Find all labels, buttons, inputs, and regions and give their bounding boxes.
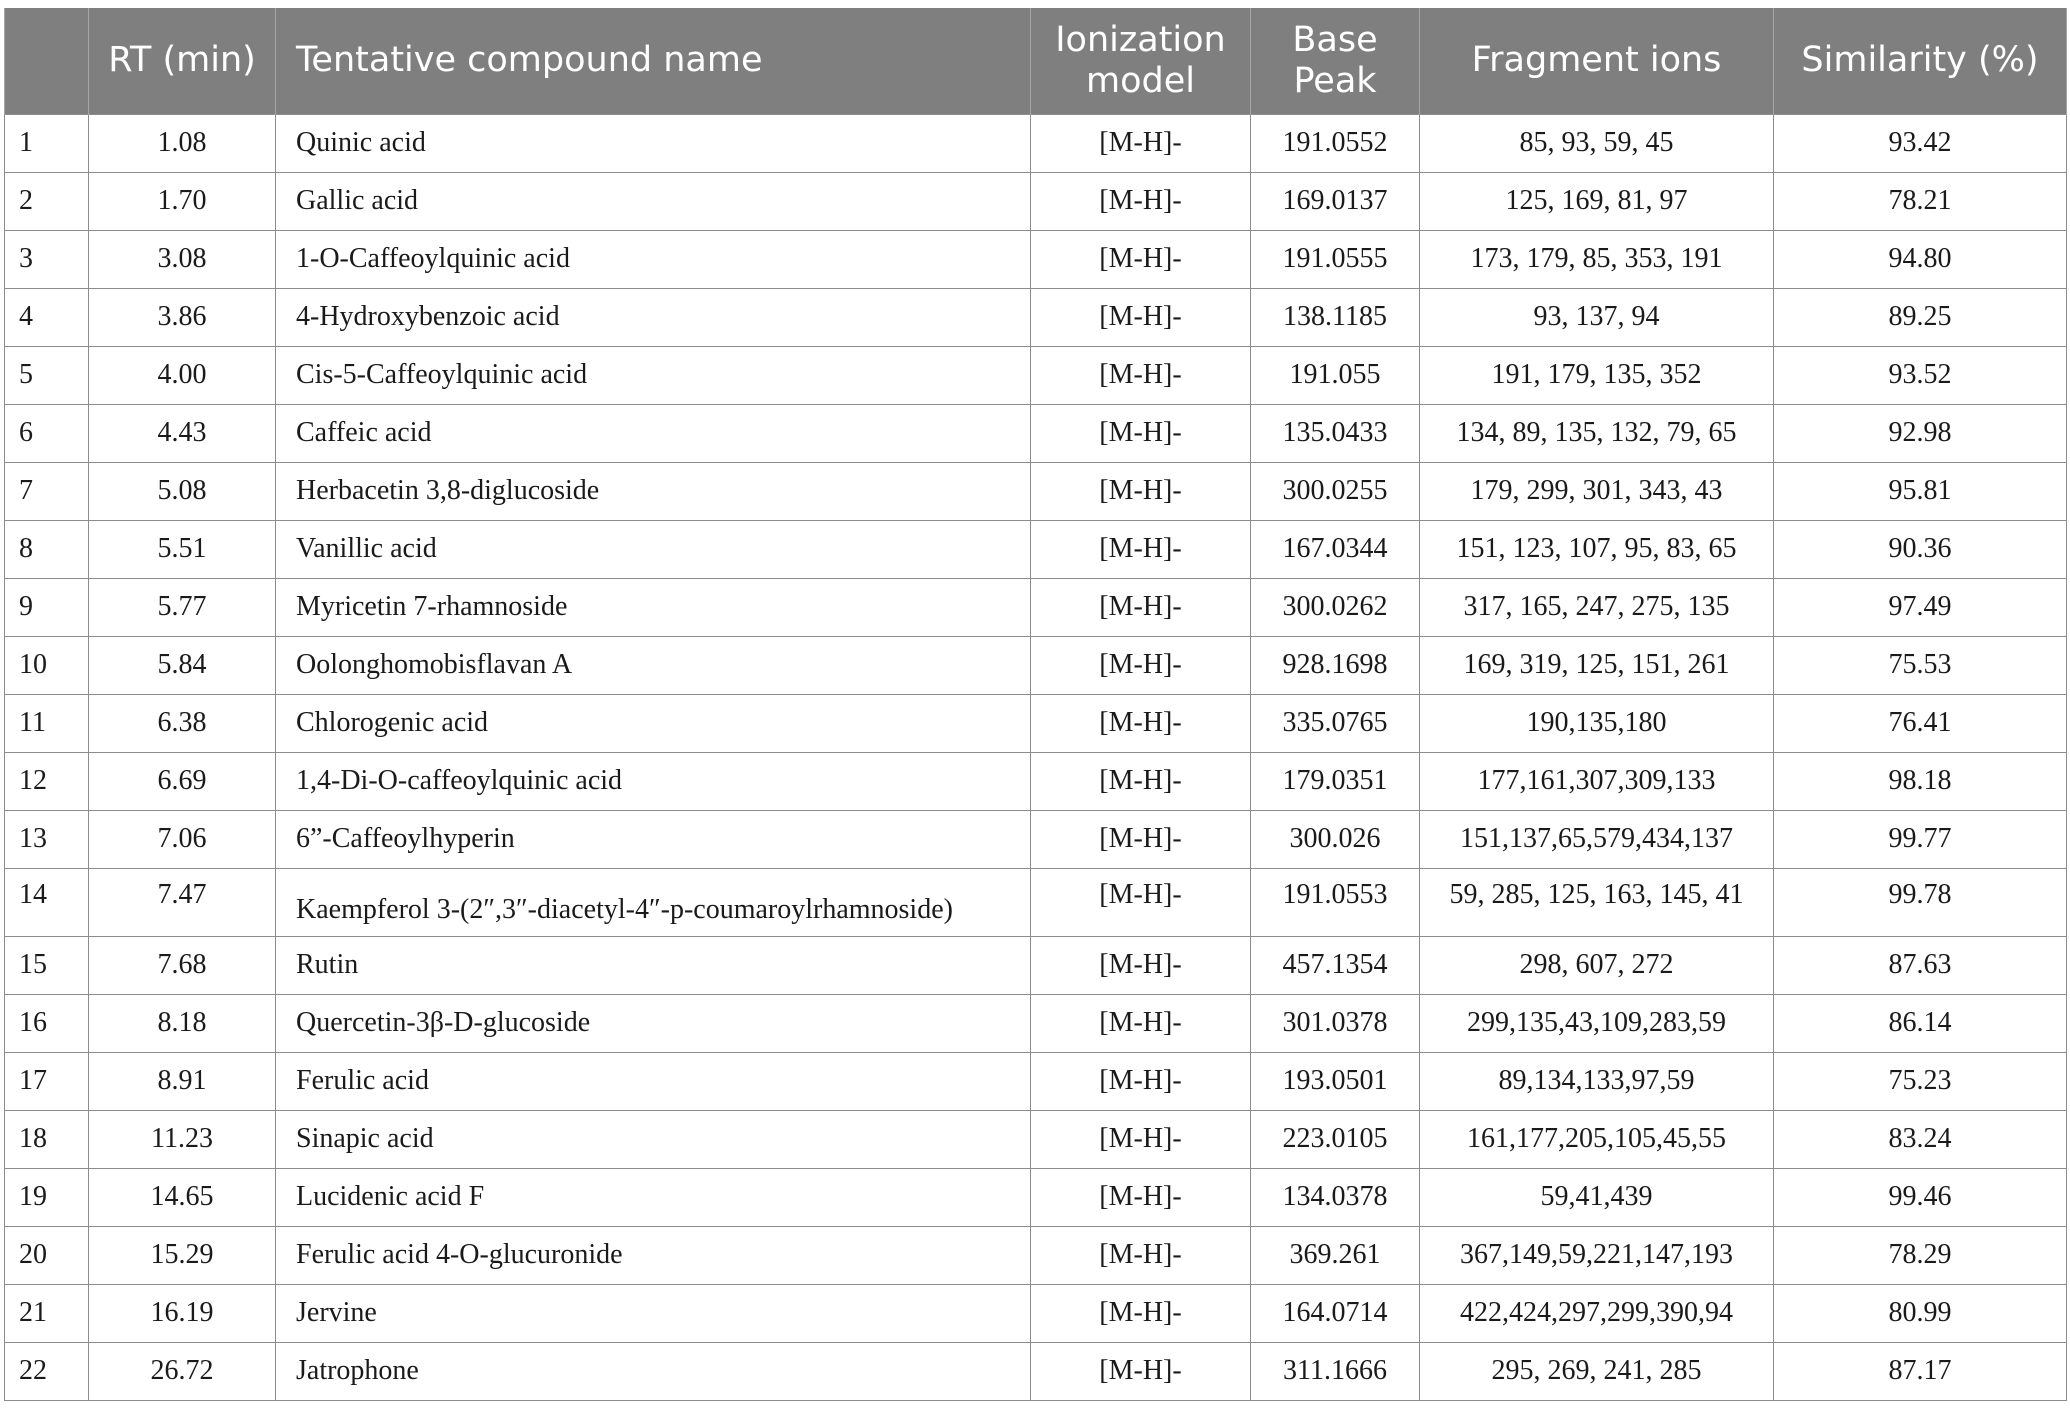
cell-similarity: 78.29: [1774, 1226, 2067, 1284]
cell-compound-name: Rutin: [276, 936, 1031, 994]
cell-index: 7: [5, 462, 89, 520]
cell-rt: 5.08: [89, 462, 276, 520]
cell-ionization-model: [M-H]-: [1031, 462, 1251, 520]
cell-base-peak: 300.026: [1251, 810, 1420, 868]
cell-ionization-model: [M-H]-: [1031, 404, 1251, 462]
cell-base-peak: 223.0105: [1251, 1110, 1420, 1168]
cell-ionization-model: [M-H]-: [1031, 1168, 1251, 1226]
table-row: [5, 172, 2067, 230]
table-row: [5, 346, 2067, 404]
cell-rt: 15.29: [89, 1226, 276, 1284]
cell-rt: 5.77: [89, 578, 276, 636]
cell-ionization-model: [M-H]-: [1031, 636, 1251, 694]
table-row: [5, 1110, 2067, 1168]
cell-compound-name: Ferulic acid 4-O-glucuronide: [276, 1226, 1031, 1284]
cell-rt: 7.47: [89, 868, 276, 936]
table-row: [5, 462, 2067, 520]
cell-fragment-ions: 151,137,65,579,434,137: [1420, 810, 1774, 868]
cell-fragment-ions: 85, 93, 59, 45: [1420, 114, 1774, 172]
cell-similarity: 87.17: [1774, 1342, 2067, 1400]
cell-ionization-model: [M-H]-: [1031, 936, 1251, 994]
cell-similarity: 89.25: [1774, 288, 2067, 346]
header-index: [5, 8, 89, 114]
cell-fragment-ions: 190,135,180: [1420, 694, 1774, 752]
cell-index: 22: [5, 1342, 89, 1400]
cell-base-peak: 167.0344: [1251, 520, 1420, 578]
cell-fragment-ions: 59, 285, 125, 163, 145, 41: [1420, 868, 1774, 936]
cell-ionization-model: [M-H]-: [1031, 694, 1251, 752]
header-fragment-ions: Fragment ions: [1420, 8, 1774, 114]
cell-fragment-ions: 59,41,439: [1420, 1168, 1774, 1226]
cell-similarity: 86.14: [1774, 994, 2067, 1052]
cell-similarity: 99.78: [1774, 868, 2067, 936]
cell-fragment-ions: 295, 269, 241, 285: [1420, 1342, 1774, 1400]
compound-table-container: [4, 8, 2066, 1401]
cell-rt: 11.23: [89, 1110, 276, 1168]
cell-index: 3: [5, 230, 89, 288]
cell-index: 18: [5, 1110, 89, 1168]
cell-compound-name: Cis-5-Caffeoylquinic acid: [276, 346, 1031, 404]
cell-similarity: 76.41: [1774, 694, 2067, 752]
cell-index: 12: [5, 752, 89, 810]
cell-compound-name: Sinapic acid: [276, 1110, 1031, 1168]
cell-rt: 1.70: [89, 172, 276, 230]
cell-index: 4: [5, 288, 89, 346]
cell-ionization-model: [M-H]-: [1031, 346, 1251, 404]
cell-similarity: 99.77: [1774, 810, 2067, 868]
cell-base-peak: 300.0255: [1251, 462, 1420, 520]
cell-similarity: 93.42: [1774, 114, 2067, 172]
header-row: [5, 8, 2067, 114]
cell-similarity: 87.63: [1774, 936, 2067, 994]
table-row: [5, 1168, 2067, 1226]
cell-index: 10: [5, 636, 89, 694]
cell-similarity: 97.49: [1774, 578, 2067, 636]
cell-base-peak: 138.1185: [1251, 288, 1420, 346]
cell-ionization-model: [M-H]-: [1031, 114, 1251, 172]
cell-compound-name: Caffeic acid: [276, 404, 1031, 462]
cell-rt: 6.69: [89, 752, 276, 810]
cell-base-peak: 193.0501: [1251, 1052, 1420, 1110]
table-row: [5, 578, 2067, 636]
cell-compound-name: Jervine: [276, 1284, 1031, 1342]
cell-ionization-model: [M-H]-: [1031, 1052, 1251, 1110]
cell-base-peak: 311.1666: [1251, 1342, 1420, 1400]
table-row: [5, 404, 2067, 462]
table-row: [5, 936, 2067, 994]
cell-rt: 7.06: [89, 810, 276, 868]
cell-compound-name: Quercetin-3β-D-glucoside: [276, 994, 1031, 1052]
cell-compound-name: 1,4-Di-O-caffeoylquinic acid: [276, 752, 1031, 810]
cell-base-peak: 928.1698: [1251, 636, 1420, 694]
cell-similarity: 92.98: [1774, 404, 2067, 462]
table-header: [5, 8, 2067, 114]
cell-compound-name: Vanillic acid: [276, 520, 1031, 578]
cell-fragment-ions: 177,161,307,309,133: [1420, 752, 1774, 810]
cell-fragment-ions: 93, 137, 94: [1420, 288, 1774, 346]
cell-index: 6: [5, 404, 89, 462]
cell-fragment-ions: 161,177,205,105,45,55: [1420, 1110, 1774, 1168]
cell-index: 13: [5, 810, 89, 868]
header-ionization-model: Ionization model: [1031, 8, 1251, 114]
compound-table: [4, 8, 2067, 1401]
cell-similarity: 93.52: [1774, 346, 2067, 404]
cell-similarity: 75.53: [1774, 636, 2067, 694]
table-row: [5, 288, 2067, 346]
header-base-peak: Base Peak: [1251, 8, 1420, 114]
cell-compound-name: Gallic acid: [276, 172, 1031, 230]
cell-ionization-model: [M-H]-: [1031, 994, 1251, 1052]
cell-fragment-ions: 89,134,133,97,59: [1420, 1052, 1774, 1110]
cell-compound-name: Kaempferol 3-(2″,3″-diacetyl-4″-p-coumaroylrhamnoside): [276, 868, 1031, 936]
cell-fragment-ions: 134, 89, 135, 132, 79, 65: [1420, 404, 1774, 462]
cell-similarity: 80.99: [1774, 1284, 2067, 1342]
cell-fragment-ions: 173, 179, 85, 353, 191: [1420, 230, 1774, 288]
cell-ionization-model: [M-H]-: [1031, 868, 1251, 936]
cell-similarity: 90.36: [1774, 520, 2067, 578]
cell-base-peak: 191.055: [1251, 346, 1420, 404]
cell-rt: 16.19: [89, 1284, 276, 1342]
cell-base-peak: 169.0137: [1251, 172, 1420, 230]
cell-compound-name: 4-Hydroxybenzoic acid: [276, 288, 1031, 346]
cell-base-peak: 179.0351: [1251, 752, 1420, 810]
cell-ionization-model: [M-H]-: [1031, 172, 1251, 230]
cell-rt: 6.38: [89, 694, 276, 752]
cell-compound-name: 1-O-Caffeoylquinic acid: [276, 230, 1031, 288]
cell-rt: 3.86: [89, 288, 276, 346]
cell-compound-name: Lucidenic acid F: [276, 1168, 1031, 1226]
cell-base-peak: 191.0555: [1251, 230, 1420, 288]
cell-ionization-model: [M-H]-: [1031, 752, 1251, 810]
cell-rt: 14.65: [89, 1168, 276, 1226]
cell-compound-name: Jatrophone: [276, 1342, 1031, 1400]
cell-compound-name: 6”-Caffeoylhyperin: [276, 810, 1031, 868]
cell-index: 20: [5, 1226, 89, 1284]
cell-fragment-ions: 169, 319, 125, 151, 261: [1420, 636, 1774, 694]
table-body: [5, 114, 2067, 1400]
cell-similarity: 78.21: [1774, 172, 2067, 230]
cell-rt: 26.72: [89, 1342, 276, 1400]
cell-similarity: 95.81: [1774, 462, 2067, 520]
cell-compound-name: Quinic acid: [276, 114, 1031, 172]
table-row: [5, 752, 2067, 810]
cell-base-peak: 191.0552: [1251, 114, 1420, 172]
cell-compound-name: Chlorogenic acid: [276, 694, 1031, 752]
table-row: [5, 520, 2067, 578]
table-row: [5, 1226, 2067, 1284]
table-row: [5, 694, 2067, 752]
cell-compound-name: Herbacetin 3,8-diglucoside: [276, 462, 1031, 520]
cell-compound-name: Ferulic acid: [276, 1052, 1031, 1110]
cell-base-peak: 191.0553: [1251, 868, 1420, 936]
cell-base-peak: 369.261: [1251, 1226, 1420, 1284]
cell-similarity: 98.18: [1774, 752, 2067, 810]
cell-index: 16: [5, 994, 89, 1052]
cell-base-peak: 301.0378: [1251, 994, 1420, 1052]
header-similarity: Similarity (%): [1774, 8, 2067, 114]
cell-fragment-ions: 367,149,59,221,147,193: [1420, 1226, 1774, 1284]
cell-rt: 5.84: [89, 636, 276, 694]
cell-ionization-model: [M-H]-: [1031, 1110, 1251, 1168]
cell-ionization-model: [M-H]-: [1031, 1226, 1251, 1284]
cell-ionization-model: [M-H]-: [1031, 1342, 1251, 1400]
header-rt: RT (min): [89, 8, 276, 114]
cell-base-peak: 164.0714: [1251, 1284, 1420, 1342]
cell-compound-name: Oolonghomobisflavan A: [276, 636, 1031, 694]
cell-index: 1: [5, 114, 89, 172]
cell-similarity: 94.80: [1774, 230, 2067, 288]
table-row: [5, 114, 2067, 172]
cell-rt: 8.91: [89, 1052, 276, 1110]
cell-ionization-model: [M-H]-: [1031, 520, 1251, 578]
cell-fragment-ions: 298, 607, 272: [1420, 936, 1774, 994]
header-compound-name: Tentative compound name: [276, 8, 1031, 114]
cell-base-peak: 335.0765: [1251, 694, 1420, 752]
cell-similarity: 75.23: [1774, 1052, 2067, 1110]
cell-similarity: 99.46: [1774, 1168, 2067, 1226]
cell-fragment-ions: 422,424,297,299,390,94: [1420, 1284, 1774, 1342]
cell-index: 8: [5, 520, 89, 578]
cell-fragment-ions: 125, 169, 81, 97: [1420, 172, 1774, 230]
table-row: [5, 1284, 2067, 1342]
cell-rt: 3.08: [89, 230, 276, 288]
cell-ionization-model: [M-H]-: [1031, 230, 1251, 288]
cell-base-peak: 134.0378: [1251, 1168, 1420, 1226]
cell-index: 19: [5, 1168, 89, 1226]
table-row: [5, 868, 2067, 936]
cell-rt: 7.68: [89, 936, 276, 994]
table-row: [5, 1052, 2067, 1110]
table-row: [5, 230, 2067, 288]
cell-index: 5: [5, 346, 89, 404]
cell-ionization-model: [M-H]-: [1031, 578, 1251, 636]
cell-fragment-ions: 151, 123, 107, 95, 83, 65: [1420, 520, 1774, 578]
cell-index: 15: [5, 936, 89, 994]
cell-index: 11: [5, 694, 89, 752]
cell-index: 14: [5, 868, 89, 936]
table-row: [5, 810, 2067, 868]
cell-rt: 8.18: [89, 994, 276, 1052]
cell-fragment-ions: 317, 165, 247, 275, 135: [1420, 578, 1774, 636]
cell-rt: 5.51: [89, 520, 276, 578]
cell-compound-name: Myricetin 7-rhamnoside: [276, 578, 1031, 636]
cell-rt: 4.43: [89, 404, 276, 462]
cell-fragment-ions: 191, 179, 135, 352: [1420, 346, 1774, 404]
cell-index: 2: [5, 172, 89, 230]
cell-index: 9: [5, 578, 89, 636]
cell-index: 21: [5, 1284, 89, 1342]
table-row: [5, 636, 2067, 694]
table-row: [5, 994, 2067, 1052]
cell-fragment-ions: 179, 299, 301, 343, 43: [1420, 462, 1774, 520]
cell-ionization-model: [M-H]-: [1031, 810, 1251, 868]
cell-base-peak: 135.0433: [1251, 404, 1420, 462]
cell-rt: 1.08: [89, 114, 276, 172]
table-row: [5, 1342, 2067, 1400]
cell-rt: 4.00: [89, 346, 276, 404]
cell-ionization-model: [M-H]-: [1031, 288, 1251, 346]
cell-base-peak: 300.0262: [1251, 578, 1420, 636]
cell-base-peak: 457.1354: [1251, 936, 1420, 994]
cell-fragment-ions: 299,135,43,109,283,59: [1420, 994, 1774, 1052]
cell-index: 17: [5, 1052, 89, 1110]
cell-ionization-model: [M-H]-: [1031, 1284, 1251, 1342]
cell-similarity: 83.24: [1774, 1110, 2067, 1168]
